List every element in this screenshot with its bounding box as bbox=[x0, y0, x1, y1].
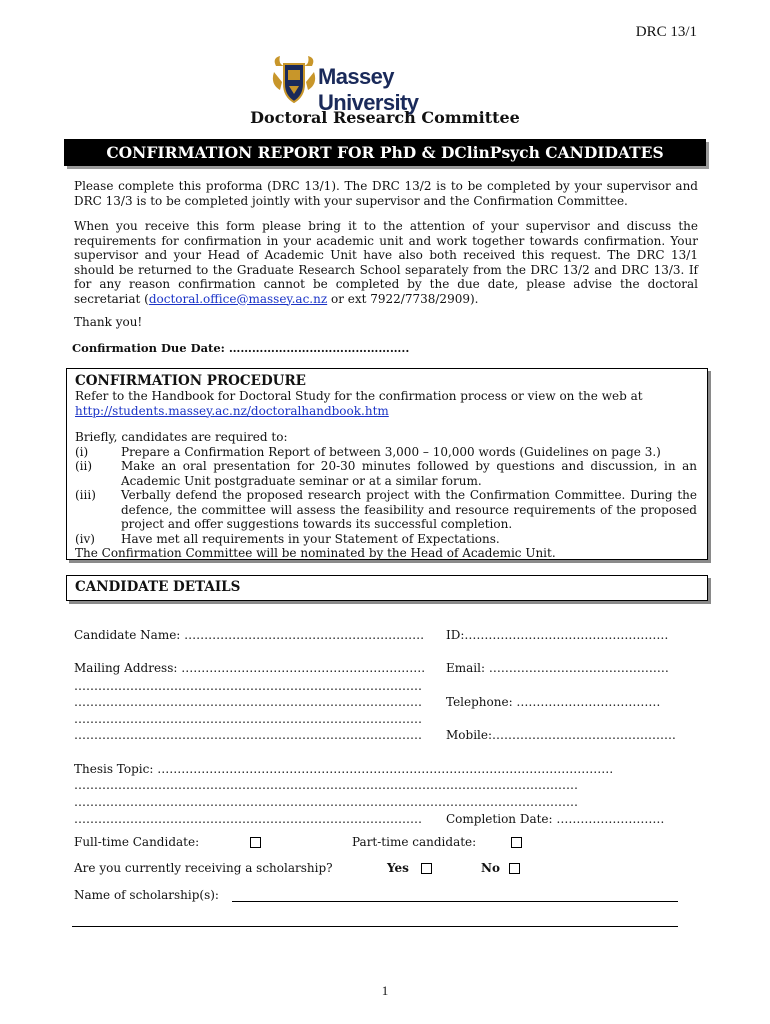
thesis-topic-line[interactable]: ……………………………………………………………………………………………………………… bbox=[74, 778, 578, 792]
crest-icon bbox=[272, 54, 316, 106]
mailing-address-field[interactable]: Mailing Address: ……………………………………………………. bbox=[74, 661, 426, 675]
mailing-address-line[interactable]: …………………………………………………………………………… bbox=[74, 728, 422, 742]
intro-paragraph-2-text: When you receive this form please bring it to the attention of your supervisor and discuss the requirements for confirmation in your academic unit and work together towards confirmation. Your supervisor and your Head of Academic Unit have also both received this request. The DRC 13/1 should be returned to the Graduate Research School separately from the DRC 13/2 and DRC 13/3. If for any reason confirmation cannot be completed by the due date, please advise the doctoral secretariat ( bbox=[74, 219, 698, 306]
procedure-item bbox=[75, 532, 697, 547]
item-number: (iv) bbox=[75, 531, 95, 546]
procedure-closing: The Confirmation Committee will be nominated by the Head of Academic Unit. bbox=[75, 546, 556, 560]
parttime-checkbox[interactable] bbox=[511, 837, 522, 848]
candidate-details-heading: CANDIDATE DETAILS bbox=[75, 579, 241, 595]
thesis-topic-line[interactable]: …………………………………………………………………………… bbox=[74, 812, 422, 826]
thank-you-text: Thank you! bbox=[74, 315, 143, 329]
mailing-address-line[interactable]: …………………………………………………………………………… bbox=[74, 679, 422, 693]
parttime-label: Part-time candidate: bbox=[352, 835, 477, 849]
id-field[interactable]: ID:…………………………………………… bbox=[446, 628, 669, 642]
telephone-field[interactable]: Telephone: ……………………………… bbox=[446, 695, 661, 709]
no-label: No bbox=[481, 861, 500, 875]
scholarship-name-input-line[interactable] bbox=[232, 901, 678, 902]
completion-date-field[interactable]: Completion Date: ……………………… bbox=[446, 812, 665, 826]
doctoral-office-email-link[interactable]: doctoral.office@massey.ac.nz bbox=[148, 291, 328, 306]
item-text: Make an oral presentation for 20-30 minutes followed by questions and discussion, in an Academic Unit postgraduate seminar or at a similar forum. bbox=[121, 459, 697, 488]
item-number: (i) bbox=[75, 444, 89, 459]
form-title: CONFIRMATION REPORT FOR PhD & DClinPsych CANDIDATES bbox=[64, 139, 706, 166]
email-field[interactable]: Email: ……………………………………… bbox=[446, 661, 669, 675]
yes-checkbox[interactable] bbox=[421, 863, 432, 874]
procedure-item bbox=[75, 488, 697, 532]
handbook-url-link[interactable]: http://students.massey.ac.nz/doctoralhandbook.htm bbox=[75, 403, 389, 418]
item-text: Prepare a Confirmation Report of between 3,000 – 10,000 words (Guidelines on page 3.) bbox=[121, 444, 661, 459]
procedure-heading: CONFIRMATION PROCEDURE bbox=[75, 373, 306, 389]
fulltime-label: Full-time Candidate: bbox=[74, 835, 200, 849]
procedure-item bbox=[75, 459, 697, 488]
no-checkbox[interactable] bbox=[509, 863, 520, 874]
handbook-reference: Refer to the Handbook for Doctoral Study for the confirmation process or view on the web at bbox=[75, 389, 643, 403]
intro-paragraph-2 bbox=[74, 219, 698, 306]
item-text: Have met all requirements in your Statement of Expectations. bbox=[121, 531, 500, 546]
confirmation-procedure-box bbox=[66, 368, 708, 560]
intro-paragraph-1: Please complete this proforma (DRC 13/1). The DRC 13/2 is to be completed by your supervisor and DRC 13/3 is to be completed jointly with your supervisor and the Confirmation Committee. bbox=[74, 179, 698, 208]
thesis-topic-line[interactable]: ……………………………………………………………………………………………………………… bbox=[74, 795, 578, 809]
candidate-name-field[interactable]: Candidate Name: …………………………………………………… bbox=[74, 628, 425, 642]
university-name: Massey University bbox=[318, 64, 419, 115]
procedure-item bbox=[75, 445, 697, 460]
committee-heading: Doctoral Research Committee bbox=[250, 108, 520, 127]
yes-label: Yes bbox=[387, 861, 409, 875]
form-reference: DRC 13/1 bbox=[635, 24, 697, 40]
item-text: Verbally defend the proposed research project with the Confirmation Committee. During the defence, the committee will assess the feasibility and resource requirements of the proposed project and offer suggestions towards its successful completion. bbox=[121, 488, 697, 531]
massey-university-logo bbox=[272, 54, 497, 115]
item-number: (iii) bbox=[75, 488, 96, 502]
scholarship-name-second-line[interactable] bbox=[72, 926, 678, 927]
thesis-topic-field[interactable]: Thesis Topic: …………………………………………………………………………………………………… bbox=[74, 762, 614, 776]
mailing-address-line[interactable]: …………………………………………………………………………… bbox=[74, 712, 422, 726]
intro-paragraph-2-tail: or ext 7922/7738/2909). bbox=[327, 291, 479, 306]
mobile-field[interactable]: Mobile:………………………………………. bbox=[446, 728, 676, 742]
scholarship-name-label: Name of scholarship(s): bbox=[74, 888, 219, 902]
page-number: 1 bbox=[381, 983, 389, 998]
scholarship-question: Are you currently receiving a scholarship? bbox=[74, 861, 333, 875]
briefly-text: Briefly, candidates are required to: bbox=[75, 430, 288, 444]
item-number: (ii) bbox=[75, 459, 93, 473]
confirmation-due-date[interactable]: Confirmation Due Date: ……………………………………….. bbox=[72, 341, 410, 355]
fulltime-checkbox[interactable] bbox=[250, 837, 261, 848]
mailing-address-line[interactable]: …………………………………………………………………………… bbox=[74, 695, 422, 709]
candidate-details-box bbox=[66, 575, 708, 601]
